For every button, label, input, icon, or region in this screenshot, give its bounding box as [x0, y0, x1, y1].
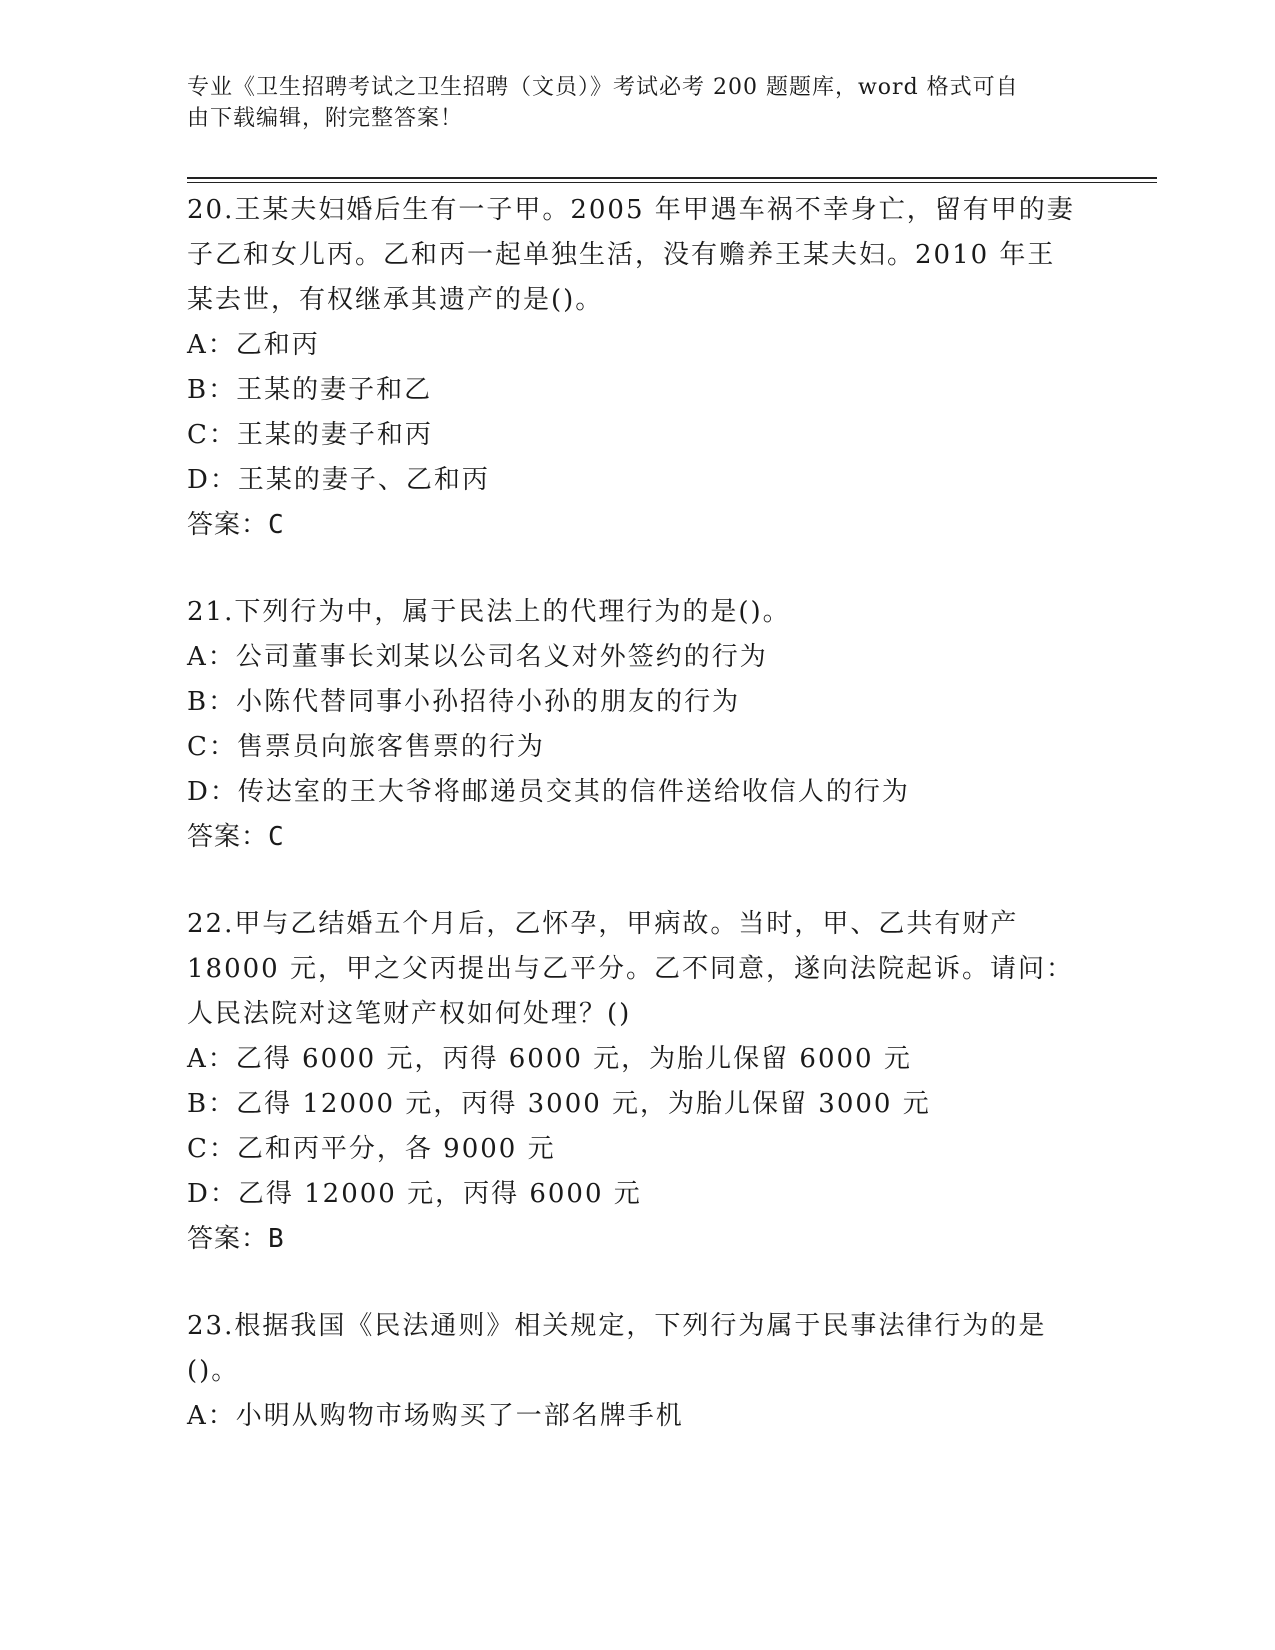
question-stem-line: 某去世，有权继承其遗产的是()。: [187, 285, 604, 315]
document-header: [187, 72, 1087, 134]
option-a: A：公司董事长刘某以公司名义对外签约的行为: [187, 642, 768, 672]
option-b: B：小陈代替同事小孙招待小孙的朋友的行为: [187, 687, 741, 717]
question-22: [187, 902, 1147, 1262]
question-stem-line: 20.王某夫妇婚后生有一子甲。2005 年甲遇车祸不幸身亡，留有甲的妻: [187, 195, 1075, 225]
option-a: A：乙得 6000 元，丙得 6000 元，为胎儿保留 6000 元: [187, 1044, 912, 1074]
option-d: D：传达室的王大爷将邮递员交其的信件送给收信人的行为: [187, 777, 910, 807]
answer-line: [187, 815, 1147, 860]
question-stem-line: 人民法院对这笔财产权如何处理？(): [187, 999, 632, 1029]
question-stem-line: 子乙和女儿丙。乙和丙一起单独生活，没有赡养王某夫妇。2010 年王: [187, 240, 1056, 270]
header-line: 由下载编辑，附完整答案！: [187, 106, 464, 131]
option-c: C：售票员向旅客售票的行为: [187, 732, 545, 762]
answer-line: [187, 503, 1147, 548]
option-c: C：乙和丙平分，各 9000 元: [187, 1134, 556, 1164]
option-b: B：王某的妻子和乙: [187, 375, 433, 405]
question-list: [187, 188, 1147, 1481]
header-line: 专业《卫生招聘考试之卫生招聘（文员）》考试必考 200 题题库，word 格式可自: [187, 75, 1019, 100]
question-20: [187, 188, 1147, 548]
question-stem-line: 23.根据我国《民法通则》相关规定，下列行为属于民事法律行为的是: [187, 1311, 1047, 1341]
question-stem-line: 18000 元，甲之父丙提出与乙平分。乙不同意，遂向法院起诉。请问：: [187, 954, 1074, 984]
answer-line: [187, 1217, 1147, 1262]
option-a: A：乙和丙: [187, 330, 320, 360]
option-b: B：乙得 12000 元，丙得 3000 元，为胎儿保留 3000 元: [187, 1089, 931, 1119]
header-divider-thick: [187, 177, 1157, 179]
question-stem-line: 21.下列行为中，属于民法上的代理行为的是()。: [187, 597, 791, 627]
question-stem-line: ()。: [187, 1356, 240, 1386]
question-23: [187, 1304, 1147, 1439]
answer-value: C: [268, 822, 285, 852]
question-21: [187, 590, 1147, 860]
option-d: D：乙得 12000 元，丙得 6000 元: [187, 1179, 642, 1209]
question-stem-line: 22.甲与乙结婚五个月后，乙怀孕，甲病故。当时，甲、乙共有财产: [187, 909, 1019, 939]
answer-value: B: [268, 1224, 285, 1254]
option-a: A：小明从购物市场购买了一部名牌手机: [187, 1401, 684, 1431]
answer-label: 答案：: [187, 510, 269, 540]
header-divider-thin: [187, 182, 1157, 183]
option-d: D：王某的妻子、乙和丙: [187, 465, 490, 495]
answer-value: C: [268, 510, 285, 540]
answer-label: 答案：: [187, 1224, 269, 1254]
option-c: C：王某的妻子和丙: [187, 420, 433, 450]
answer-label: 答案：: [187, 822, 269, 852]
